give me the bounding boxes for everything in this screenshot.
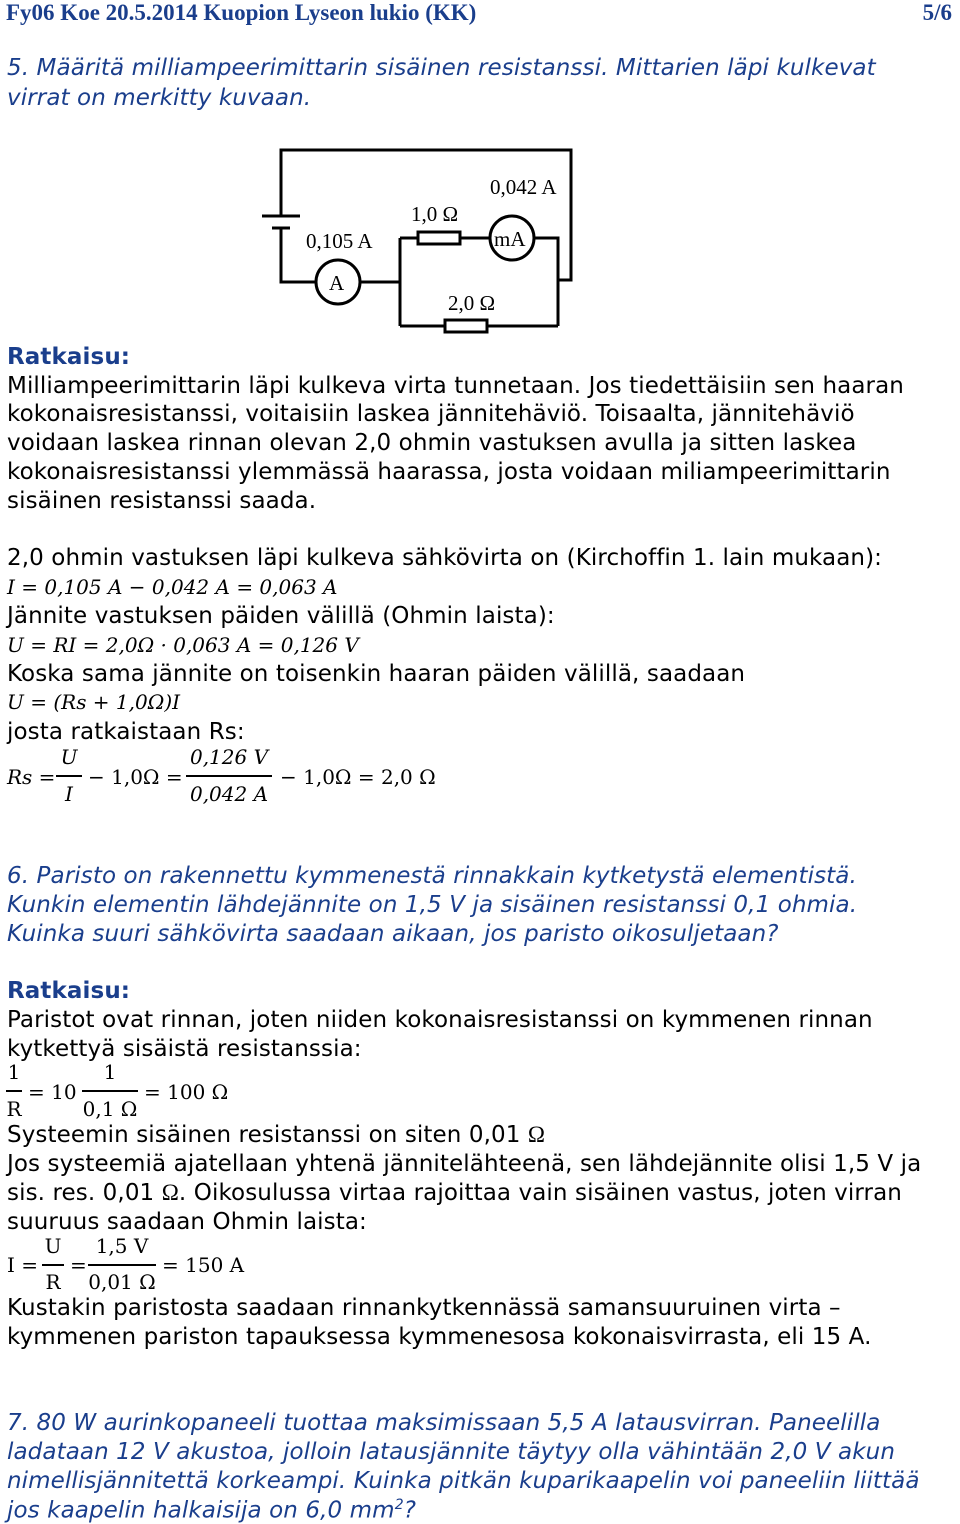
eq-rs-lhs: Rs =: [7, 765, 56, 789]
eq-rs-fraction-bar-1: [56, 775, 82, 777]
page-number: 5/6: [922, 0, 952, 25]
eq-rs-numerator-1: U: [60, 745, 78, 769]
superscript-exponent: 2: [394, 1497, 404, 1513]
eq-a-fraction-bar-2: [82, 1090, 138, 1092]
eq-b-denominator-2: 0,01 Ω: [88, 1270, 156, 1294]
circuit-diagram: [0, 140, 960, 480]
solution-5-text-1: Milliampeerimittarin läpi kulkeva virta tunnetaan. Jos tiedettäisiin sen haaran: [7, 373, 904, 399]
solution-6-text-2: kytkettyä sisäistä resistanssia:: [7, 1036, 362, 1062]
question-7-line-4-text: jos kaapelin halkaisija on 6,0 mm: [7, 1497, 395, 1524]
solution-6-text-5-start: sis. res. 0,01: [7, 1180, 162, 1206]
solution-5-heading: Ratkaisu:: [7, 344, 131, 370]
solution-6-text-8: kymmenen pariston tapauksessa kymmenesosa kokonaisvirrasta, eli 15 A.: [7, 1324, 872, 1350]
solution-5-text-8: Koska sama jännite on toisenkin haaran päiden välillä, saadaan: [7, 661, 746, 687]
solution-6-text-5-end: . Oikosulussa virtaa rajoittaa vain sisäinen vastus, joten virran: [178, 1180, 902, 1206]
eq-a-denominator-2: 0,1 Ω: [82, 1097, 138, 1121]
equation-series: U = (Rs + 1,0Ω)I: [7, 690, 181, 714]
question-7-line-2: ladataan 12 V akustoa, jolloin latausjännite täytyy olla vähintään 2,0 V akun: [7, 1439, 896, 1465]
question-6-line-2: Kunkin elementin lähdejännite on 1,5 V ja sisäinen resistanssi 0,1 ohmia.: [7, 892, 858, 918]
label-milliammeter-current: 0,042 A: [490, 175, 557, 199]
label-resistor-2: 2,0 Ω: [448, 291, 496, 315]
eq-rs-end: − 1,0Ω = 2,0 Ω: [280, 765, 436, 789]
question-mark: ?: [403, 1497, 417, 1524]
eq-b-lhs: I =: [7, 1253, 39, 1277]
question-5-line-1: 5. Määritä milliampeerimittarin sisäinen resistanssi. Mittarien läpi kulkevat: [7, 55, 876, 81]
solution-5-text-3: voidaan laskea rinnan olevan 2,0 ohmin vastuksen avulla ja sitten laskea: [7, 430, 857, 456]
solution-5-text-2: kokonaisresistanssi, voitaisiin laskea jännitehäviö. Toisaalta, jännitehäviö: [7, 401, 855, 427]
omega-symbol: Ω: [527, 1122, 546, 1147]
label-resistor-1: 1,0 Ω: [411, 202, 459, 226]
eq-a-denominator-1: R: [6, 1097, 22, 1121]
solution-6-text-3-body: Systeemin sisäinen resistanssi on siten 0,01: [7, 1122, 528, 1148]
eq-a-middle: = 10: [28, 1080, 77, 1104]
solution-6-heading: Ratkaisu:: [7, 978, 131, 1004]
question-5-line-2: virrat on merkitty kuvaan.: [7, 85, 312, 111]
eq-a-numerator-1: 1: [7, 1060, 21, 1084]
eq-rs-middle: − 1,0Ω =: [88, 765, 183, 789]
label-total-current: 0,105 A: [306, 229, 373, 253]
label-ammeter: A: [329, 271, 345, 295]
eq-b-middle: =: [70, 1253, 87, 1277]
question-7-line-1: 7. 80 W aurinkopaneeli tuottaa maksimissaan 5,5 A latausvirran. Paneelilla: [7, 1410, 881, 1436]
eq-b-numerator-2: 1,5 V: [95, 1234, 149, 1258]
solution-5-text-5: sisäinen resistanssi saada.: [7, 488, 317, 514]
solution-5-text-4: kokonaisresistanssi ylemmässä haarassa, josta voidaan miliampeerimittarin: [7, 459, 891, 485]
document-header: Fy06 Koe 20.5.2014 Kuopion Lyseon lukio (KK): [6, 0, 477, 25]
solution-6-text-3: [7, 1122, 545, 1148]
solution-5-text-9: josta ratkaistaan Rs:: [7, 719, 245, 745]
solution-6-text-1: Paristot ovat rinnan, joten niiden kokonaisresistanssi on kymmenen rinnan: [7, 1007, 873, 1033]
resistor-1-symbol: [418, 232, 460, 244]
eq-b-fraction-bar-2: [88, 1264, 156, 1266]
eq-rs-numerator-2: 0,126 V: [189, 745, 269, 769]
solution-6-text-6: suuruus saadaan Ohmin laista:: [7, 1209, 367, 1235]
question-7-line-4: [7, 1497, 416, 1524]
eq-a-end: = 100 Ω: [144, 1080, 229, 1104]
eq-rs-fraction-bar-2: [186, 775, 272, 777]
eq-rs-denominator-1: I: [65, 782, 73, 806]
label-milliammeter: mA: [494, 227, 526, 251]
eq-b-end: = 150 A: [162, 1253, 245, 1277]
equation-voltage: U = RI = 2,0Ω · 0,063 A = 0,126 V: [7, 633, 359, 657]
omega-symbol: Ω: [161, 1180, 179, 1205]
question-6-line-1: 6. Paristo on rakennettu kymmenestä rinnakkain kytketystä elementistä.: [7, 863, 857, 889]
eq-a-fraction-bar-1: [6, 1090, 22, 1092]
solution-6-text-5: [7, 1180, 902, 1206]
solution-6-text-4: Jos systeemiä ajatellaan yhtenä jännitelähteenä, sen lähdejännite olisi 1,5 V ja: [7, 1151, 922, 1177]
eq-rs-denominator-2: 0,042 A: [189, 782, 269, 806]
eq-b-numerator-1: U: [44, 1234, 62, 1258]
eq-b-fraction-bar-1: [42, 1264, 64, 1266]
solution-5-text-7: Jännite vastuksen päiden välillä (Ohmin laista):: [7, 603, 555, 629]
resistor-2-symbol: [445, 320, 487, 332]
eq-b-denominator-1: R: [45, 1270, 61, 1294]
solution-6-text-7: Kustakin paristosta saadaan rinnankytkennässä samansuuruinen virta –: [7, 1295, 841, 1321]
equation-current: I = 0,105 A − 0,042 A = 0,063 A: [7, 575, 338, 599]
question-6-line-3: Kuinka suuri sähkövirta saadaan aikaan, jos paristo oikosuljetaan?: [7, 921, 779, 947]
eq-a-numerator-2: 1: [103, 1060, 117, 1084]
solution-5-text-6: 2,0 ohmin vastuksen läpi kulkeva sähkövirta on (Kirchoffin 1. lain mukaan):: [7, 545, 883, 571]
question-7-line-3: nimellisjännitettä korkeampi. Kuinka pitkän kuparikaapelin voi paneeliin liittää: [7, 1468, 920, 1494]
